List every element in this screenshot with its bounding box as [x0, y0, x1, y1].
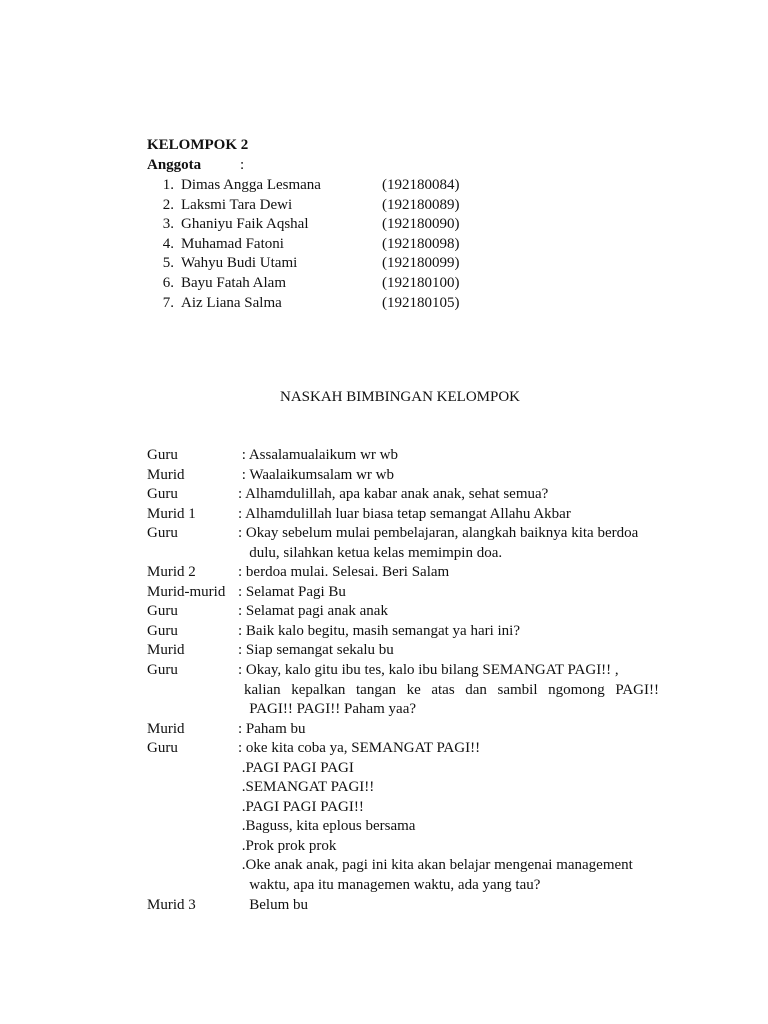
member-item [156, 176, 476, 196]
dialogue-text: .SEMANGAT PAGI!! [238, 779, 375, 796]
script-heading: NASKAH BIMBINGAN KELOMPOK [279, 389, 520, 405]
member-name: Ghaniyu Faik Aqshal [181, 216, 309, 233]
dialogue-line [147, 700, 659, 720]
member-number: 2. [162, 196, 174, 213]
member-id: (192180089) [382, 196, 460, 213]
dialogue-text: : Okay sebelum mulai pembelajaran, alangkah baiknya kita berdoa [238, 525, 639, 542]
dialogue-line [147, 720, 659, 740]
member-name: Muhamad Fatoni [181, 235, 284, 252]
dialogue-line [147, 876, 659, 896]
member-number: 1. [162, 177, 174, 193]
dialogue-text: : oke kita coba ya, SEMANGAT PAGI!! [238, 740, 481, 757]
dialogue-text: : Alhamdulillah, apa kabar anak anak, sehat semua? [238, 486, 549, 503]
dialogue-line [147, 622, 659, 642]
member-id: (192180090) [382, 216, 460, 233]
dialogue-speaker: Murid 1 [147, 505, 196, 522]
member-number: 3. [162, 216, 174, 233]
dialogue-line [147, 544, 659, 564]
dialogue-line [147, 896, 659, 916]
member-number: 5. [162, 255, 174, 272]
dialogue-text: kalian kepalkan tangan ke atas dan sambil ngomong PAGI!! [244, 681, 659, 698]
dialogue-text: : Siap semangat sekalu bu [238, 642, 394, 659]
dialogue-speaker: Guru [147, 662, 178, 679]
dialogue-text: : Assalamualaikum wr wb [238, 447, 398, 463]
dialogue-text: PAGI!! PAGI!! Paham yaa? [238, 701, 417, 718]
dialogue-speaker: Guru [147, 603, 178, 620]
dialogue-line [147, 837, 659, 857]
dialogue-text: : Paham bu [238, 720, 306, 737]
dialogue-line [147, 817, 659, 837]
dialogue-speaker: Guru [147, 525, 178, 542]
dialogue-text: waktu, apa itu managemen waktu, ada yang tau? [238, 877, 541, 894]
dialogue-line [147, 798, 659, 818]
member-item [156, 235, 476, 255]
dialogue-speaker: Murid-murid [147, 583, 226, 600]
dialogue-line [147, 505, 659, 525]
dialogue-text: dulu, silahkan ketua kelas memimpin doa. [238, 544, 503, 561]
dialogue-text: : Selamat Pagi Bu [238, 583, 346, 600]
member-name: Wahyu Budi Utami [181, 255, 298, 272]
member-name: Aiz Liana Salma [181, 294, 282, 311]
dialogue-line [147, 661, 659, 681]
members-list [156, 176, 476, 313]
dialogue-text: .Baguss, kita eplous bersama [238, 818, 416, 835]
dialogue-line [147, 641, 659, 661]
member-item [156, 254, 476, 274]
member-name: Bayu Fatah Alam [181, 274, 286, 291]
member-item [156, 196, 476, 216]
dialogue-text: .Prok prok prok [238, 837, 337, 854]
dialogue-line [147, 602, 659, 622]
member-id: (192180099) [382, 255, 460, 272]
dialogue-speaker: Murid [147, 642, 185, 659]
dialogue-speaker: Guru [147, 622, 178, 639]
dialogue-line [147, 759, 659, 779]
member-id: (192180105) [382, 294, 460, 311]
member-id: (192180098) [382, 235, 460, 252]
dialogue-text: : Selamat pagi anak anak [238, 603, 388, 620]
dialogue-line [147, 466, 659, 486]
dialogue-line [147, 524, 659, 544]
member-item [156, 215, 476, 235]
dialogue-text: .PAGI PAGI PAGI [238, 759, 354, 776]
dialogue-text: Belum bu [238, 896, 308, 913]
group-title: KELOMPOK 2 [147, 137, 249, 153]
dialogue-line [147, 739, 659, 759]
dialogue-line [147, 856, 659, 876]
dialogue-speaker: Guru [147, 486, 178, 503]
member-item [156, 294, 476, 314]
member-number: 4. [162, 235, 174, 252]
dialogue-text: : Baik kalo begitu, masih semangat ya hari ini? [238, 622, 521, 639]
member-id: (192180084) [382, 177, 460, 193]
dialogue-speaker: Guru [147, 447, 178, 463]
dialogue-speaker: Murid [147, 466, 185, 483]
member-number: 6. [162, 274, 174, 291]
dialogue-text: : berdoa mulai. Selesai. Beri Salam [238, 564, 450, 581]
dialogue-text: .Oke anak anak, pagi ini kita akan belajar mengenai management [238, 857, 633, 874]
dialogue-line [147, 778, 659, 798]
dialogue-line [147, 485, 659, 505]
members-label: Anggota [147, 157, 202, 173]
member-name: Dimas Angga Lesmana [181, 177, 321, 193]
dialogue-line [147, 446, 659, 466]
dialogue-line [147, 563, 659, 583]
dialogue-speaker: Murid 3 [147, 896, 196, 913]
members-colon: : [240, 157, 245, 173]
member-item [156, 274, 476, 294]
dialogue-line [147, 583, 659, 603]
dialogue-text: : Alhamdulillah luar biasa tetap semangat Allahu Akbar [238, 505, 571, 522]
dialogue-speaker: Murid 2 [147, 564, 196, 581]
dialogue-text: : Waalaikumsalam wr wb [238, 466, 394, 483]
dialogue-speaker: Murid [147, 720, 185, 737]
member-number: 7. [162, 294, 174, 311]
dialogue-script [147, 446, 659, 915]
member-name: Laksmi Tara Dewi [181, 196, 293, 213]
dialogue-text: : Okay, kalo gitu ibu tes, kalo ibu bilang SEMANGAT PAGI!! , [238, 662, 619, 679]
dialogue-text: .PAGI PAGI PAGI!! [238, 798, 364, 815]
dialogue-speaker: Guru [147, 740, 178, 757]
dialogue-line [147, 681, 659, 701]
member-id: (192180100) [382, 274, 460, 291]
